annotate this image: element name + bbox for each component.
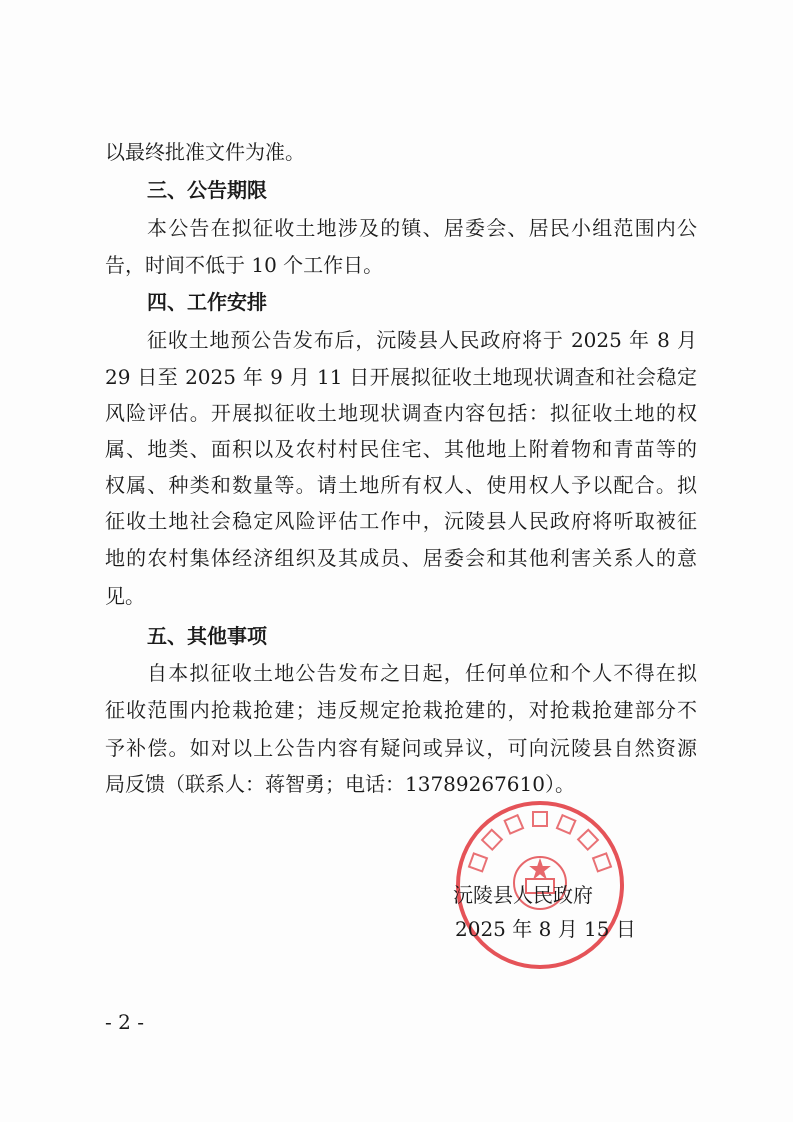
body-text-line: 征收土地预公告发布后，沅陵县人民政府将于 2025 年 8 月 [147, 328, 697, 352]
seal-character-mark [578, 830, 598, 850]
body-text-line: 属、地类、面积以及农村村民住宅、其他地上附着物和青苗等的 [105, 437, 697, 461]
seal-character-mark [505, 815, 523, 833]
issue-date: 2025 年 8 月 15 日 [455, 917, 636, 941]
body-text-line: 本公告在拟征收土地涉及的镇、居委会、居民小组范围内公 [147, 216, 697, 240]
body-text-line: 风险评估。开展拟征收土地现状调查内容包括：拟征收土地的权 [105, 401, 697, 425]
page-number: - 2 - [105, 1010, 144, 1034]
body-text-line: 征收土地社会稳定风险评估工作中，沅陵县人民政府将听取被征 [105, 509, 697, 533]
seal-character-mark [533, 812, 547, 826]
section-heading-4: 四、工作安排 [147, 290, 267, 314]
body-text-line: 以最终批准文件为准。 [105, 140, 305, 164]
body-text-line: 征收范围内抢栽抢建；违反规定抢栽抢建的，对抢栽抢建部分不 [105, 698, 697, 722]
body-text-line: 权属、种类和数量等。请土地所有权人、使用权人予以配合。拟 [105, 473, 697, 497]
body-text-line: 予补偿。如对以上公告内容有疑问或异议，可向沅陵县自然资源 [105, 736, 697, 760]
body-text-line: 自本拟征收土地公告发布之日起，任何单位和个人不得在拟 [147, 661, 697, 685]
seal-character-mark [482, 830, 502, 850]
section-heading-5: 五、其他事项 [147, 624, 267, 648]
seal-character-mark [557, 815, 575, 833]
body-text-line: 29 日至 2025 年 9 月 11 日开展拟征收土地现状调查和社会稳定 [105, 365, 697, 389]
seal-character-mark [593, 853, 611, 871]
issuer-name: 沅陵县人民政府 [453, 883, 593, 907]
section-heading-3: 三、公告期限 [147, 178, 267, 202]
body-text-line: 见。 [105, 584, 145, 608]
body-text-line: 地的农村集体经济组织及其成员、居委会和其他利害关系人的意 [105, 546, 697, 570]
seal-character-mark [469, 853, 487, 871]
body-text-line: 告，时间不低于 10 个工作日。 [105, 253, 384, 277]
body-text-line: 局反馈（联系人：蒋智勇；电话：13789267610）。 [105, 772, 575, 796]
